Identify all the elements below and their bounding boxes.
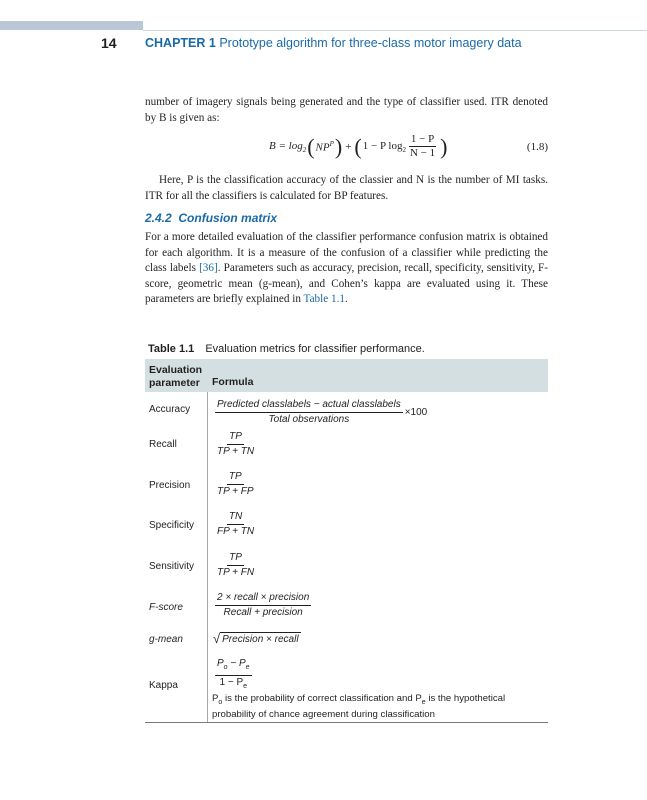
row-label-accuracy: Accuracy [149, 404, 191, 415]
row-label-fscore: F-score [149, 602, 183, 613]
row-label-specificity: Specificity [149, 520, 195, 531]
formula-accuracy: $\frac{\text{Predicted classlabels − actual classlabels}}{\text{Total observations}}$ ×100 [217, 399, 428, 425]
equation-1-8 [145, 129, 548, 165]
row-label-recall: Recall [149, 439, 177, 450]
row-label-gmean: g-mean [149, 634, 183, 645]
header-rule [143, 30, 647, 31]
table-header [145, 359, 548, 392]
formula-specificity: $\frac{TN}{FP + TN}$ [217, 511, 255, 537]
table-bottom-rule [145, 722, 548, 723]
citation-link[interactable]: [36] [199, 262, 218, 275]
equation-number: (1.8) [526, 141, 548, 153]
paragraph-confusion-matrix: For a more detailed evaluation of the classifier performance confusion matrix is obtained for each algorithm. It is a measure of the confusion of a classifier while predicting the class labels [36]. Parameters such as accuracy, precision, recall, specificity, sensitivity, F-score, geometric mean (g-mean), and Cohen’s kappa are evaluated using it. These parameters are briefly explained in Table 1.1. [145, 231, 548, 306]
eq-np: $NP^P$ [315, 139, 334, 154]
formula-gmean [213, 632, 301, 646]
header-formula: Formula [212, 376, 254, 388]
formula-kappa: $\frac{P_o - P_e}{1 - P_e}$ [217, 658, 250, 690]
row-label-kappa: Kappa [149, 680, 178, 691]
row-label-precision: Precision [149, 480, 191, 491]
sqrt-symbol: √ Precision × recall [213, 631, 299, 646]
formula-recall: $\frac{TP}{TP + TN}$ [217, 431, 255, 457]
table-caption-text: Evaluation metrics for classifier performance. [205, 343, 425, 355]
section-number: 2.4.2 [145, 211, 172, 225]
header-evaluation-parameter: Evaluation parameter [149, 364, 203, 389]
header-color-bar [0, 21, 143, 30]
table-column-divider [207, 392, 208, 722]
chapter-label: CHAPTER 1 [145, 36, 216, 50]
chapter-title: Prototype algorithm for three-class motor imagery data [219, 36, 522, 50]
table-reference-link[interactable]: Table 1.1 [303, 293, 345, 306]
table-caption-label: Table 1.1 [148, 343, 195, 355]
eq-inner: 1 − P $\log_2$ [362, 139, 406, 154]
eq-plus: + [345, 140, 352, 153]
eq-lhs: $B = \log_2$ [269, 139, 307, 154]
formula-sensitivity: $\frac{TP}{TP + FN}$ [217, 552, 255, 578]
eq-fraction: $\frac{1 - P}{N - 1}$ [409, 133, 436, 159]
page-number: 14 [101, 35, 117, 51]
row-label-sensitivity: Sensitivity [149, 561, 195, 572]
formula-fscore: $\frac{\text{2 × recall × precision}}{\text{Recall + precision}}$ [217, 592, 310, 618]
table-caption [148, 343, 425, 355]
equation-body: $B = \log_2$ ( $NP^P$ ) + ( 1 − P $\log_2$ $\frac{1 - P}{N - 1}$ ) [269, 133, 448, 159]
paragraph-itr-explain: Here, P is the classification accuracy of the classier and N is the number of MI tasks. ITR for all the classifiers is calculated for BP features. [145, 174, 548, 202]
formula-precision: $\frac{TP}{TP + FP}$ [217, 471, 254, 497]
kappa-definition: $P_o$ is the probability of correct classification and $P_e$ is the hypothetical probability of chance agreement during classification [212, 693, 506, 720]
section-heading [145, 211, 277, 225]
paragraph-itr-intro: number of imagery signals being generated and the type of classifier used. ITR denoted by B is given as: [145, 96, 548, 124]
running-head [145, 36, 522, 50]
section-title: Confusion matrix [178, 211, 278, 225]
